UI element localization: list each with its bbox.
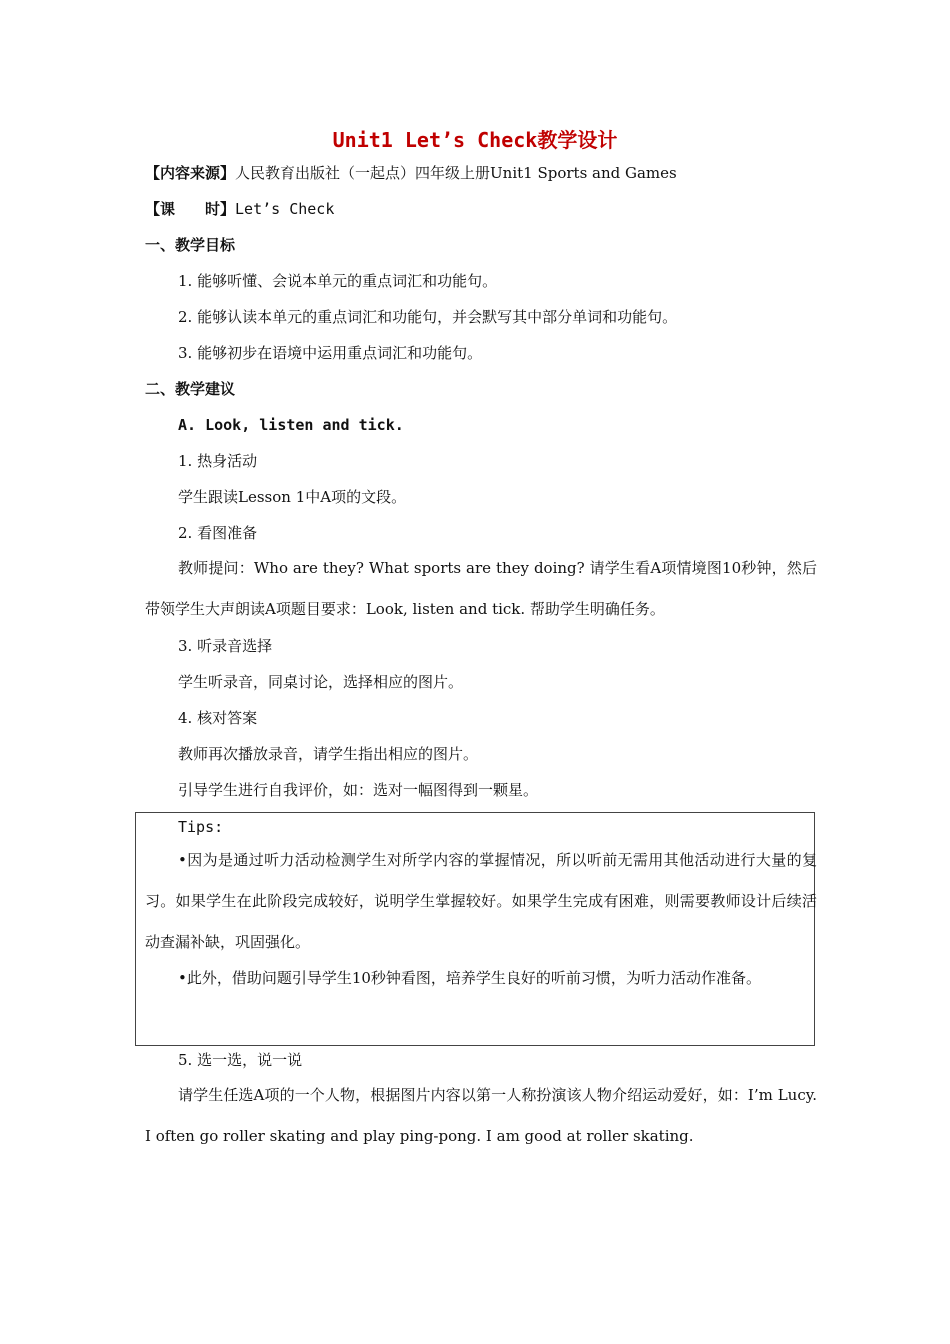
step-text: 教师再次播放录音，请学生指出相应的图片。 (178, 745, 479, 763)
step-heading: 2. 看图准备 (178, 524, 258, 542)
tips-title: Tips: (178, 818, 224, 836)
step-text: 学生听录音，同桌讨论，选择相应的图片。 (178, 673, 464, 691)
source-label: 【内容来源】 (145, 164, 236, 182)
period-line (145, 199, 334, 219)
step-heading: 4. 核对答案 (178, 709, 258, 727)
step-paragraph: 教师提问：Who are they? What sports are they doing? 请学生看A项情境图10秒钟，然后带领学生大声朗读A项题目要求：Look, listen and tick. 帮助学生明确任务。 (145, 559, 817, 618)
source-line (145, 163, 677, 183)
step-paragraph: 请学生任选A项的一个人物，根据图片内容以第一人称扮演该人物介绍运动爱好，如：I’m Lucy. I often go roller skating and play ping-pong. I am good at roller skating. (145, 1086, 817, 1145)
source-text: 人民教育出版社（一起点）四年级上册Unit1 Sports and Games (235, 164, 677, 182)
goal-item: 1. 能够听懂、会说本单元的重点词汇和功能句。 (178, 272, 498, 290)
page-title: Unit1 Let’s Check教学设计 (332, 128, 618, 152)
period-label: 【课 时】 (145, 200, 236, 218)
goal-item: 2. 能够认读本单元的重点词汇和功能句，并会默写其中部分单词和功能句。 (178, 308, 678, 326)
part-a-heading: A. Look, listen and tick. (178, 416, 404, 434)
step-heading: 1. 热身活动 (178, 452, 258, 470)
period-text: Let’s Check (235, 200, 335, 218)
step-text: 学生跟读Lesson 1中A项的文段。 (178, 488, 407, 506)
step-heading: 5. 选一选，说一说 (178, 1051, 303, 1069)
tips-paragraph: •因为是通过听力活动检测学生对所学内容的掌握情况，所以听前无需用其他活动进行大量的复习。如果学生在此阶段完成较好，说明学生掌握较好。如果学生完成有困难，则需要教师设计后续活动查漏补缺，巩固强化。 (145, 851, 817, 951)
tips-paragraph: •此外，借助问题引导学生10秒钟看图，培养学生良好的听前习惯，为听力活动作准备。 (178, 969, 761, 987)
step-heading: 3. 听录音选择 (178, 637, 273, 655)
section-goals-heading: 一、教学目标 (145, 236, 236, 254)
section-suggestions-heading: 二、教学建议 (145, 380, 236, 398)
step-text: 引导学生进行自我评价，如：选对一幅图得到一颗星。 (178, 781, 539, 799)
goal-item: 3. 能够初步在语境中运用重点词汇和功能句。 (178, 344, 483, 362)
